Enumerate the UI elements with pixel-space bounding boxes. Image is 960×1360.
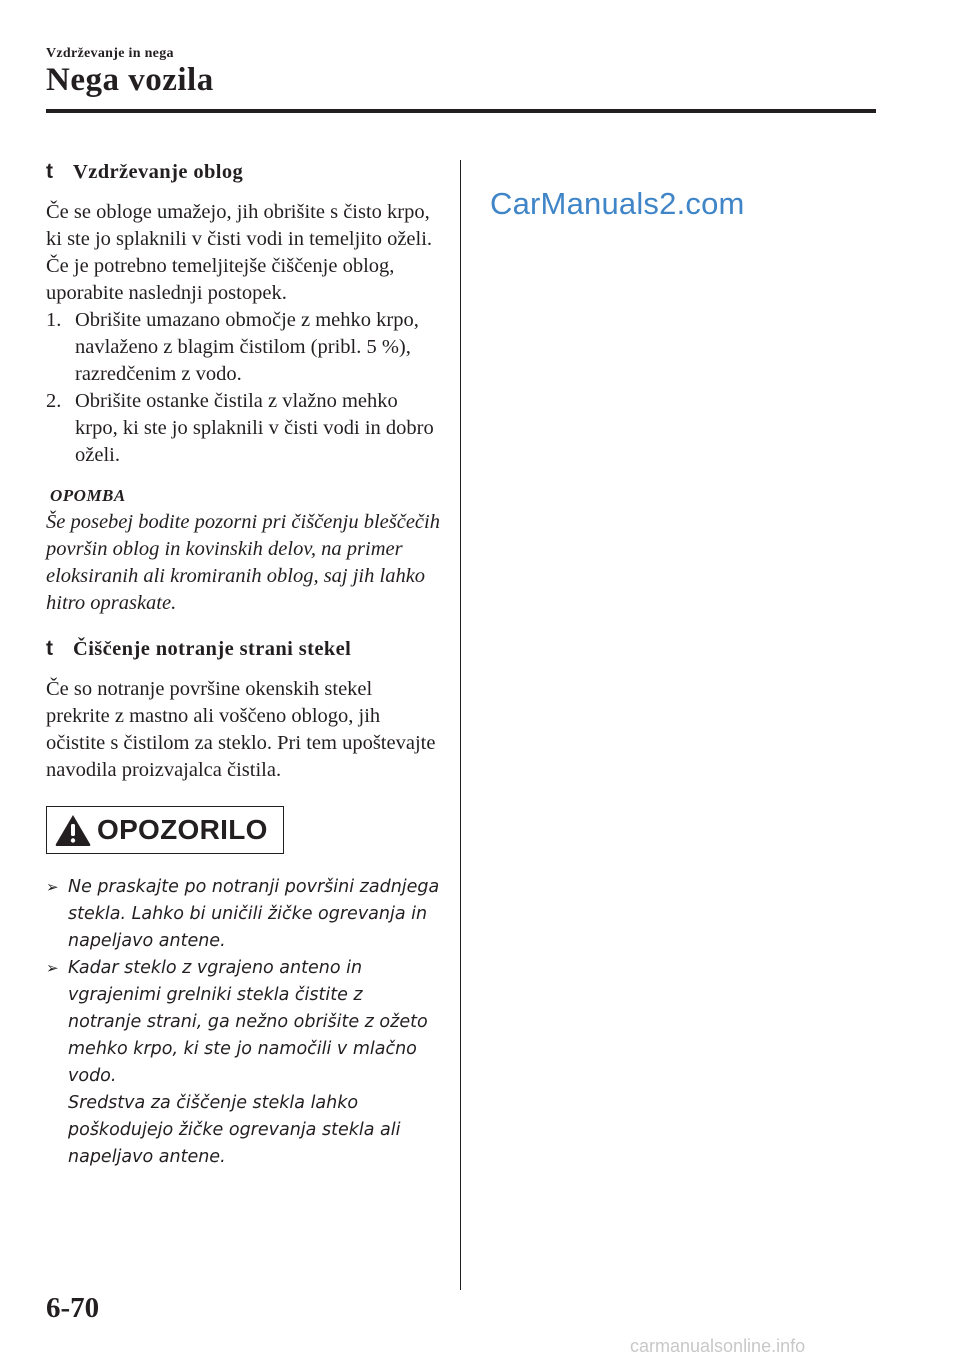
step-number: 2.	[46, 390, 62, 412]
section-heading-glass	[46, 637, 441, 661]
warning-box	[46, 806, 284, 854]
watermark-link[interactable]: CarManuals2.com	[490, 186, 745, 221]
warning-main-text: Kadar steklo z vgrajeno anteno in vgrajenimi grelniki stekla čistite z notranje strani, ga nežno obrišite z ožeto mehko krpo, ki ste jo namočili v mlačno vodo.	[68, 958, 428, 1086]
arrow-bullet-icon: ➢	[46, 878, 59, 896]
note-text: Še posebej bodite pozorni pri čiščenju bleščečih površin oblog in kovinskih delov, na primer eloksiranih ali kromiranih oblog, saj jih lahko hitro opraskate.	[46, 511, 440, 614]
section-title: Vzdrževanje oblog	[73, 161, 244, 183]
section-marker-icon: t	[46, 160, 54, 183]
page-number: 6-70	[46, 1292, 100, 1324]
left-column	[46, 160, 441, 1171]
section-heading-upholstery	[46, 160, 441, 184]
footer-watermark[interactable]: carmanualsonline.info	[630, 1336, 806, 1356]
upholstery-intro: Če se obloge umažejo, jih obrišite s čisto krpo, ki ste jo splaknili v čisti vodi in temeljito oželi.	[46, 201, 433, 250]
warning-triangle-icon	[54, 813, 92, 847]
chapter-title: Nega vozila	[46, 62, 214, 98]
step-text: Obrišite ostanke čistila z vlažno mehko krpo, ki ste jo splaknili v čisti vodi in dobro oželi.	[75, 390, 434, 466]
list-item	[46, 307, 441, 388]
steps-list	[46, 307, 441, 469]
list-item	[46, 955, 441, 1171]
title-rule	[46, 109, 876, 113]
section-title: Čiščenje notranje strani stekel	[73, 638, 352, 660]
warning-label: OPOZORILO	[97, 814, 268, 845]
step-number: 1.	[46, 309, 62, 331]
arrow-bullet-icon: ➢	[46, 959, 59, 977]
list-item	[46, 874, 441, 955]
upholstery-intro-2: Če je potrebno temeljitejše čiščenje oblog, uporabite naslednji postopek.	[46, 255, 395, 304]
warning-text: Ne praskajte po notranji površini zadnjega stekla. Lahko bi uničili žičke ogrevanja in napeljavo antene.	[68, 877, 440, 951]
note-label: OPOMBA	[50, 486, 126, 505]
step-text: Obrišite umazano območje z mehko krpo, navlaženo z blagim čistilom (pribl. 5 %), razredčenim z vodo.	[75, 309, 419, 385]
glass-body: Če so notranje površine okenskih stekel prekrite z mastno ali voščeno oblogo, jih očistite s čistilom za steklo. Pri tem upoštevajte navodila proizvajalca čistila.	[46, 678, 436, 781]
warning-text	[68, 955, 441, 1171]
warning-sub-text: Sredstva za čiščenje stekla lahko poškodujejo žičke ogrevanja stekla ali napeljavo antene.	[68, 1093, 401, 1167]
warning-list	[46, 874, 441, 1171]
column-divider	[460, 160, 461, 1290]
list-item	[46, 388, 441, 469]
section-marker-icon: t	[46, 637, 54, 660]
running-head: Vzdrževanje in nega	[46, 46, 174, 61]
